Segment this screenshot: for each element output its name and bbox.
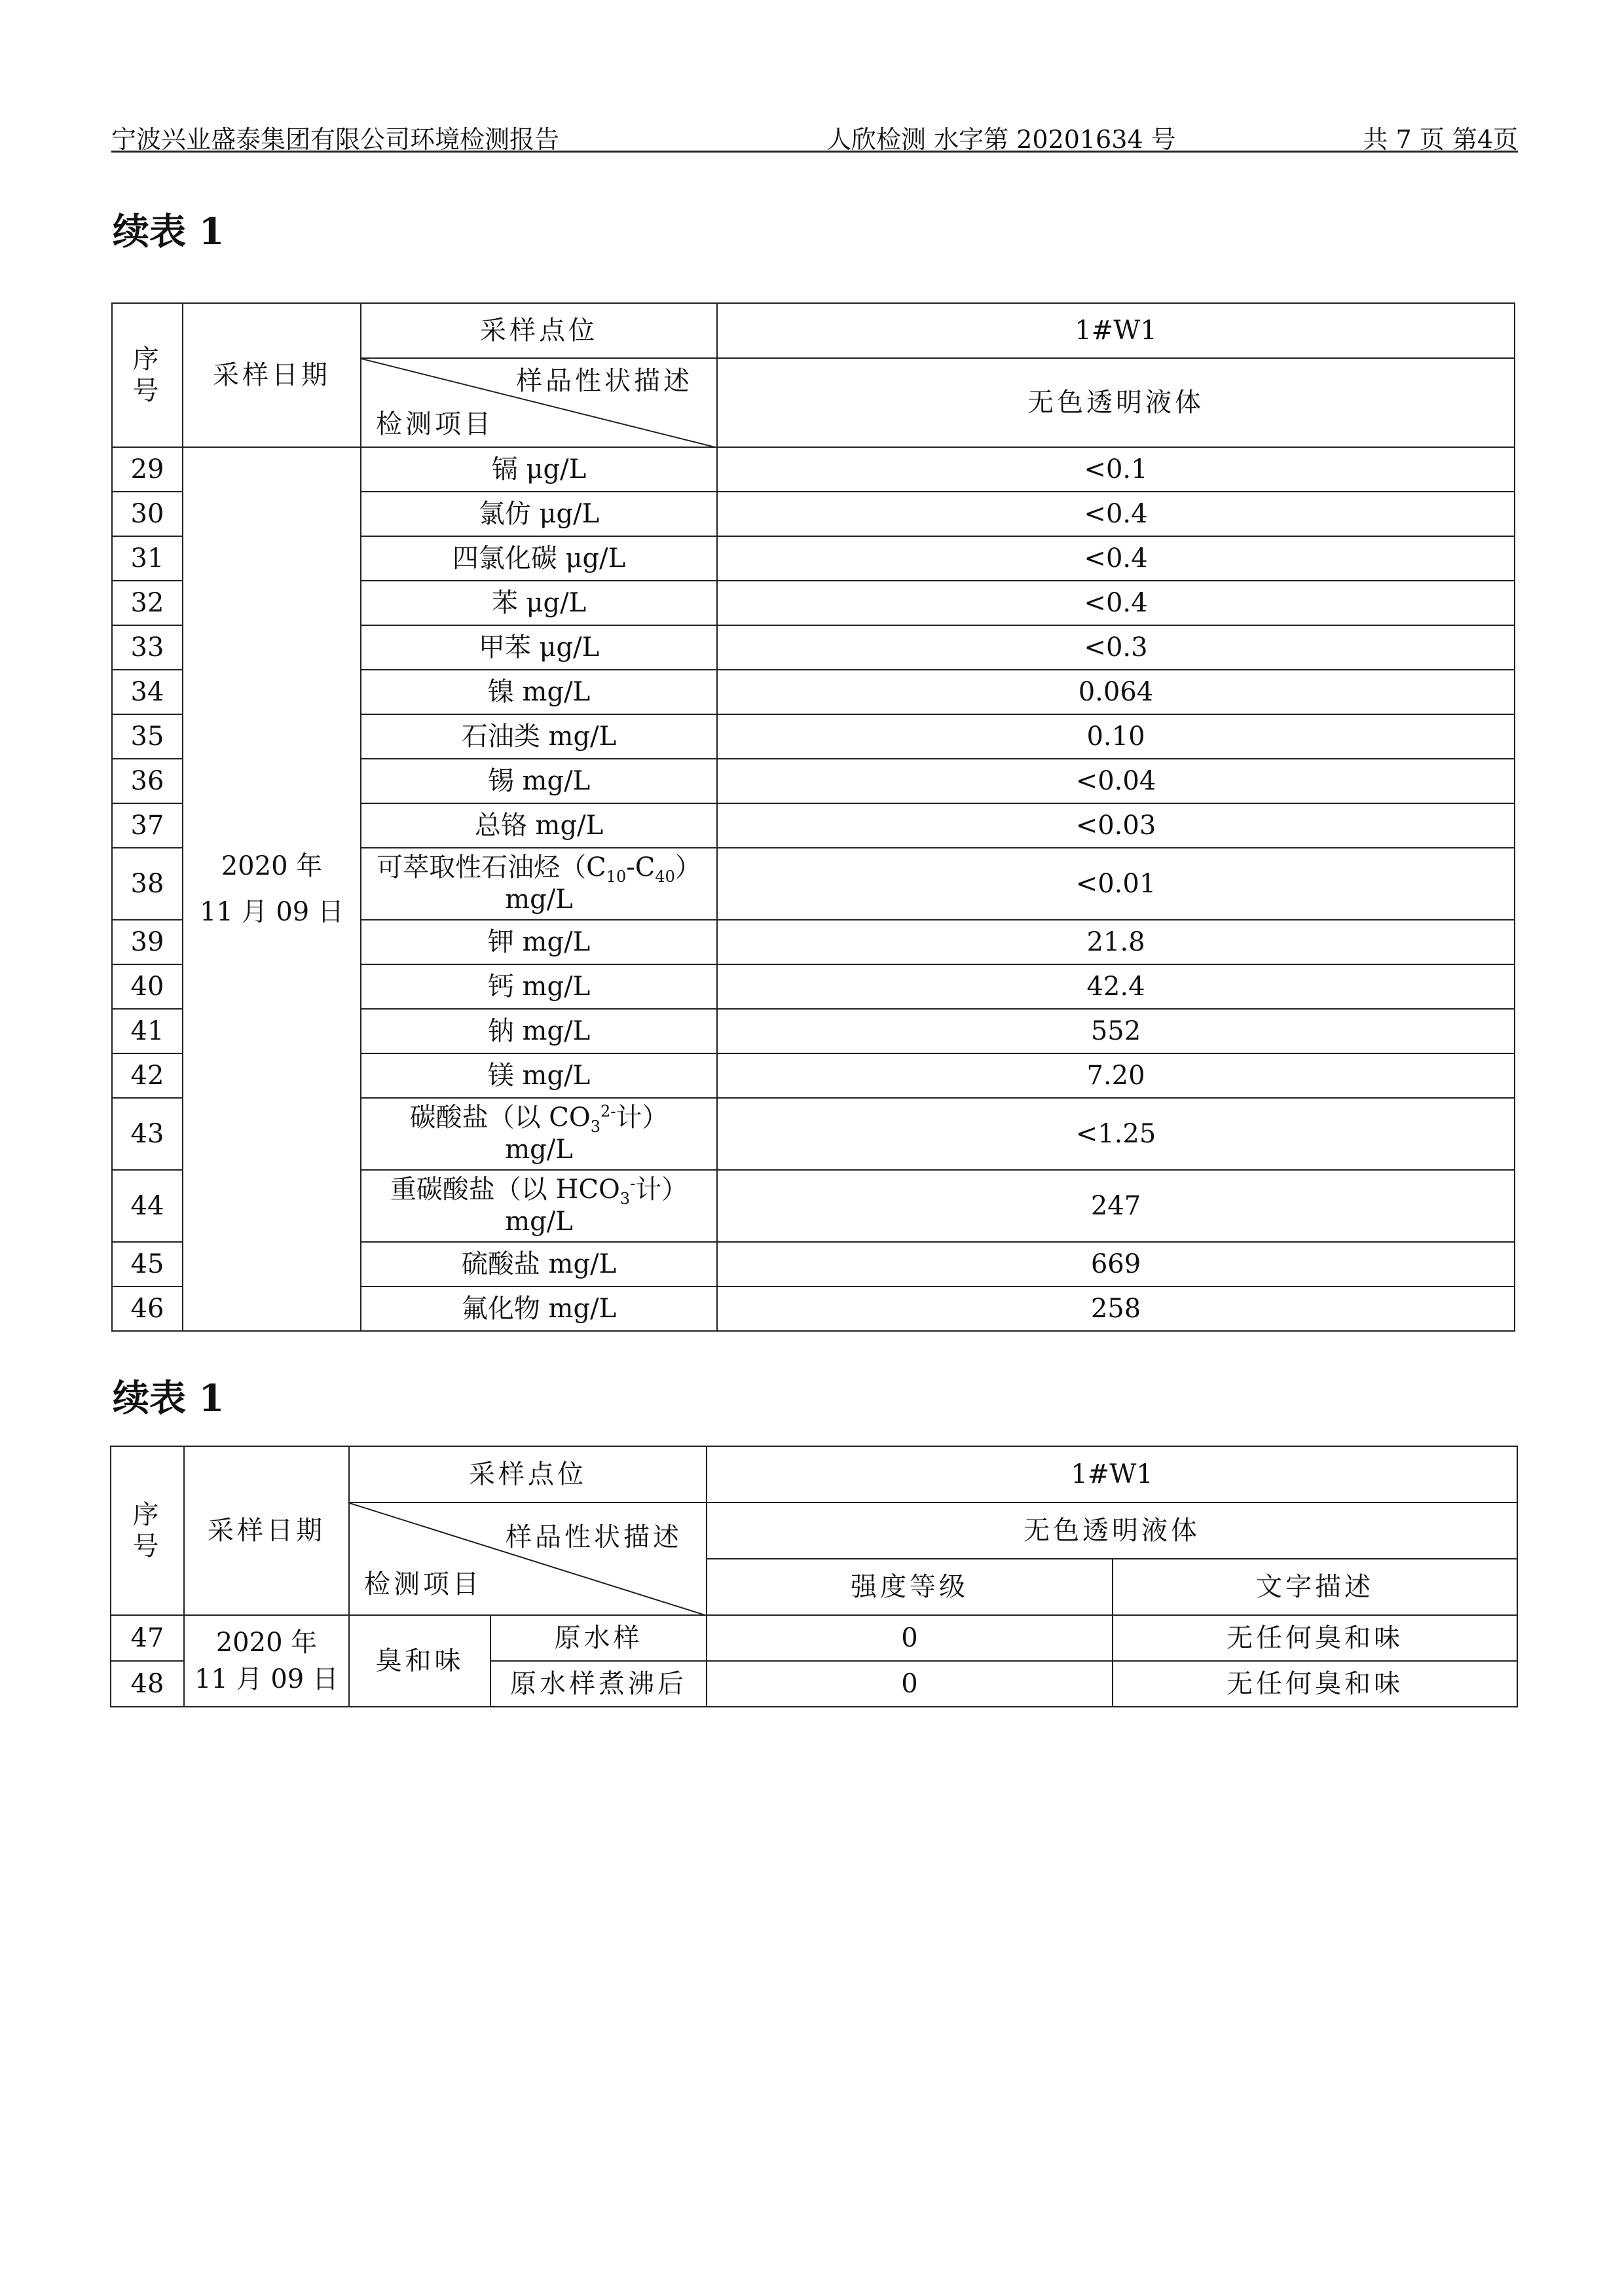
desc-value: 无色透明液体 [717,358,1515,447]
row-seq: 36 [112,759,183,803]
desc-value: 无色透明液体 [707,1503,1517,1559]
sampling-date [183,447,361,1331]
row-level: 0 [707,1661,1113,1707]
row-value: 42.4 [717,964,1515,1009]
col-header-site: 采样点位 [349,1446,707,1503]
row-value: 21.8 [717,920,1515,964]
col-header-date: 采样日期 [184,1446,349,1615]
row-item: 氟化物 mg/L [361,1286,717,1331]
row-item [361,1170,717,1242]
col-header-desc: 样品性状描述 [506,1522,682,1552]
sampling-date [184,1615,349,1707]
col-header-text: 文字描述 [1113,1559,1517,1615]
row-value: <0.4 [717,536,1515,581]
row-item: 镍 mg/L [361,670,717,714]
row-seq: 37 [112,803,183,848]
row-value: <0.3 [717,625,1515,670]
row-value: 258 [717,1286,1515,1331]
site-value: 1#W1 [707,1446,1517,1503]
page-header [111,119,1518,153]
page-indicator: 共 7 页 第4页 [1363,125,1518,154]
row-seq: 39 [112,920,183,964]
row-seq: 43 [112,1098,183,1170]
row-text: 无任何臭和味 [1113,1615,1517,1661]
row-value: <0.03 [717,803,1515,848]
row-seq: 31 [112,536,183,581]
row-value: 552 [717,1009,1515,1053]
row-sub-item: 原水样 [490,1615,707,1661]
row-seq: 29 [112,447,183,492]
date-year: 2020 年 [215,1628,318,1658]
table-row [112,447,1515,492]
diagonal-header-cell [361,358,717,447]
results-table [111,302,1515,1332]
col-header-site: 采样点位 [361,303,717,358]
group-item: 臭和味 [349,1615,490,1707]
col-header-item: 检测项目 [376,409,494,439]
row-value: <0.04 [717,759,1515,803]
row-seq: 45 [112,1242,183,1286]
row-seq: 42 [112,1053,183,1098]
row-seq: 38 [112,848,183,920]
col-header-item: 检测项目 [364,1569,482,1599]
row-item [361,1098,717,1170]
row-value: 0.064 [717,670,1515,714]
row-value: 247 [717,1170,1515,1242]
row-seq: 44 [112,1170,183,1242]
row-value: <0.01 [717,848,1515,920]
col-header-level: 强度等级 [707,1559,1113,1615]
row-item: 镁 mg/L [361,1053,717,1098]
col-header-desc: 样品性状描述 [516,366,693,396]
row-item: 石油类 mg/L [361,714,717,759]
row-seq: 47 [111,1615,184,1661]
report-company-title: 宁波兴业盛泰集团有限公司环境检测报告 [111,125,560,154]
col-header-seq: 序 号 [112,303,183,447]
row-value: 0.10 [717,714,1515,759]
row-level: 0 [707,1615,1113,1661]
row-item: 镉 μg/L [361,447,717,492]
row-item: 钠 mg/L [361,1009,717,1053]
row-item [361,848,717,920]
row-item: 钾 mg/L [361,920,717,964]
row-value: <0.1 [717,447,1515,492]
date-day: 11 月 09 日 [200,897,344,927]
row-item-line1: 碳酸盐（以 $CO_3^{2-}$计） [409,1102,669,1137]
row-item-line2: mg/L [505,1135,573,1165]
row-item-line2: mg/L [505,884,573,915]
row-seq: 48 [111,1661,184,1707]
row-seq: 41 [112,1009,183,1053]
date-year: 2020 年 [221,851,323,881]
row-item-line1: 重碳酸盐（以 $HCO_3^-$计） [390,1174,688,1209]
row-value: <0.4 [717,581,1515,625]
row-item-line1: 可萃取性石油烃$(C_{10}-C_{40})$ [377,852,701,886]
report-number: 人欣检测 水字第 20201634 号 [826,125,1176,154]
row-item-line2: mg/L [505,1207,573,1237]
row-value: 7.20 [717,1053,1515,1098]
row-item: 苯 μg/L [361,581,717,625]
odor-table [110,1446,1518,1707]
row-seq: 32 [112,581,183,625]
date-day: 11 月 09 日 [194,1664,339,1694]
row-seq: 46 [112,1286,183,1331]
col-header-seq: 序 号 [111,1446,184,1615]
row-value: 669 [717,1242,1515,1286]
diagonal-header-cell [349,1503,707,1615]
table1-title: 续表 1 [113,210,225,253]
row-value: <1.25 [717,1098,1515,1170]
row-seq: 30 [112,492,183,536]
row-seq: 40 [112,964,183,1009]
row-item: 钙 mg/L [361,964,717,1009]
row-text: 无任何臭和味 [1113,1661,1517,1707]
row-item: 锡 mg/L [361,759,717,803]
row-value: <0.4 [717,492,1515,536]
row-seq: 34 [112,670,183,714]
col-header-date: 采样日期 [183,303,361,447]
site-value: 1#W1 [717,303,1515,358]
row-item: 硫酸盐 mg/L [361,1242,717,1286]
table2-title: 续表 1 [113,1377,225,1420]
row-item: 甲苯 μg/L [361,625,717,670]
row-sub-item: 原水样煮沸后 [490,1661,707,1707]
row-seq: 35 [112,714,183,759]
table-row [111,1615,1517,1661]
row-item: 总铬 mg/L [361,803,717,848]
row-item: 四氯化碳 μg/L [361,536,717,581]
row-seq: 33 [112,625,183,670]
row-item: 氯仿 μg/L [361,492,717,536]
